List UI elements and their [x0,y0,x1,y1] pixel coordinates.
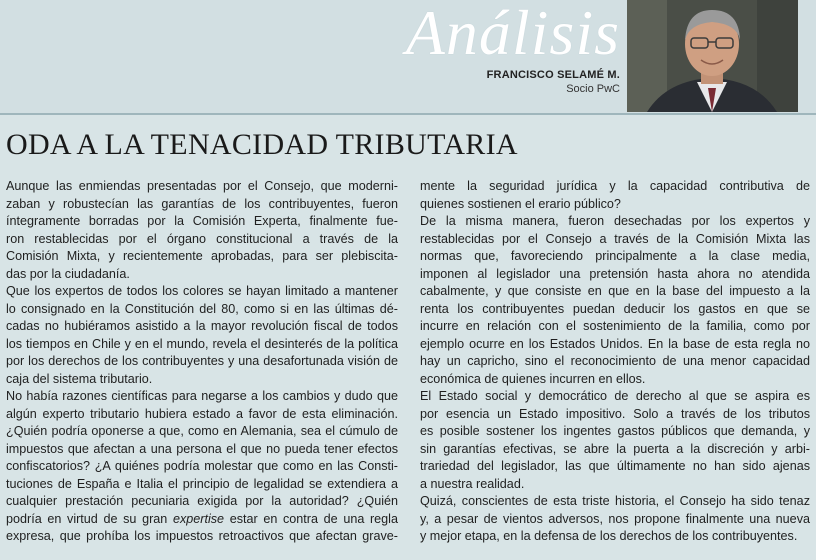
article-line: expresa, que prohíba los impuestos retroactivos que afectan grave- [6,529,398,543]
article-line: das por la ciudadanía. [6,266,130,281]
article-line: cabalmente, y que consiste en que en la base del impuesto a la [420,284,810,298]
article-line: zaban y robustecían las garantías de los contribuyentes, fueron [6,196,398,211]
article-line: impuestos que afectan a una persona el que no pueda tener efectos [6,441,398,456]
article-line: los tiempos en Chile y en el mundo, revela el desinterés de la política [6,336,398,351]
article-line: hay un capricho, sino el reconocimiento de una menor capacidad [420,354,810,368]
article-line: normas que, favoreciendo principalmente a la clase media, [420,249,810,263]
article-line: confiscatorios? ¿A quiénes podría molestar que como en las Consti- [6,459,398,473]
article-line: trariedad del legislador, las que últimamente no han sido ajenas [420,459,810,473]
article-line: caja del sistema tributario. [6,371,153,386]
article-line: ejemplo ocurre en los Estados Unidos. En la base de esta regla no [420,336,810,351]
article-title: ODA A LA TENACIDAD TRIBUTARIA [6,128,518,161]
article-line: y mejor etapa, en la defensa de los derechos de los contribuyentes. [420,529,798,543]
article-line: ron restablecidas por el órgano constitucional a través de la [6,231,398,246]
article-line: restablecidas por el Consejo a través de la Comisión Mixta las [420,231,810,246]
author-name: FRANCISCO SELAMÉ M. [486,69,620,81]
article-line: por los derechos de los contribuyentes y una desafortunada visión de [6,354,398,368]
article-line: es posible sostener los ingentes gastos públicos que demanda, y [420,424,810,438]
article-line: Comisión Mixta, y recientemente aprobadas, para ser plebiscita- [6,249,398,263]
article-line: No había razones científicas para negarse a los cambios y dudo que [6,389,398,403]
author-byline [487,68,620,96]
article-line: incurre en relación con el sostenimiento de la familia, como por [420,319,810,333]
article-line: ¿Quién podría oponerse a que, como en Alemania, sea el cúmulo de [6,424,398,438]
article-left-column [6,178,398,546]
article-line: imponen al legislador una pretensión hasta ahora no atendida [420,266,810,281]
article-line: por esencia un Estado impositivo. Solo a través de los tributos [420,406,810,421]
article-line: y, a pesar de vientos adversos, nos propone finalmente una nueva [420,511,810,526]
header-divider [0,113,816,115]
article-line: lo consignado en la Constitución del 80, como si en las últimas dé- [6,301,398,316]
article-line: renta los contribuyentes puedan deducir los gastos en que se [420,301,810,316]
article-line: Quizá, conscientes de esta triste historia, el Consejo ha sido tenaz [420,494,810,508]
article-line: a nuestra realidad. [420,476,525,491]
article-line: cadas no hubiéramos asistido a la mayor revolución fiscal de todos [6,319,398,333]
article-line: económica de quienes incurren en ellos. [420,371,646,386]
article-line: De la misma manera, fueron desechadas por los expertos y [420,214,810,228]
article-right-column [420,178,810,546]
author-role: Socio PwC [566,83,620,95]
article-line: El Estado social y democrático de derecho al que se aspira es [420,389,810,403]
article-line: tuciones de España e Italia el principio de legalidad se extendiera a [6,476,398,491]
article-line: podría en virtud de su gran expertise estar en contra de una regla [6,511,398,526]
article-line: Que los expertos de todos los colores se hayan limitado a mantener [6,284,398,298]
article-line: mente la seguridad jurídica y la capacidad contributiva de [420,179,810,193]
article-line: sin garantías efectivas, se abre la puerta a la discreción y arbi- [420,441,810,456]
article-line: Aunque las enmiendas presentadas por el Consejo, que moderni- [6,179,398,193]
author-photo [627,0,798,112]
article-line: quienes sostienen el erario público? [420,196,621,211]
article-line: cualquier prestación pecuniaria exigida por la autoridad? ¿Quién [6,494,398,508]
article-line: algún experto tributario hubiera estado a favor de esta eliminación. [6,406,398,421]
section-title: Análisis [405,0,620,68]
article-line: íntegramente borradas por la Comisión Experta, finalmente fue- [6,214,398,228]
